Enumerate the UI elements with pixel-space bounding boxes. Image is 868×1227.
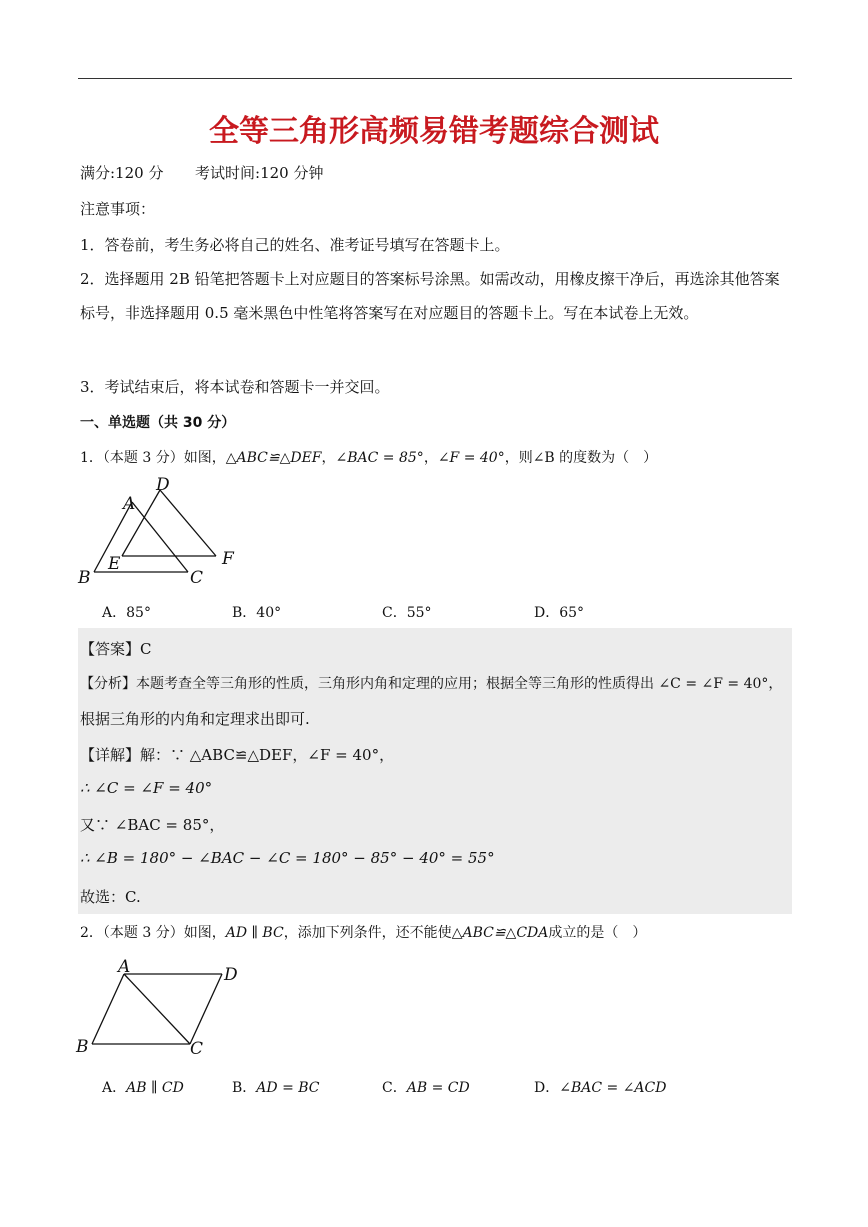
q2-option-d[interactable]: D．∠BAC = ∠ACD <box>534 1080 667 1096</box>
q2-label-d: D <box>224 965 238 985</box>
q1-angle-bac: ∠BAC = 85° <box>335 450 424 466</box>
exam-meta <box>80 162 323 183</box>
full-score: 满分:120 分 <box>80 164 164 182</box>
q1-option-c[interactable]: C．55° <box>382 605 432 621</box>
section-heading: 一、单选题（共 30 分） <box>80 415 236 431</box>
q1-label-c: C <box>190 568 204 588</box>
note-item-3: 3．考试结束后，将本试卷和答题卡一并交回。 <box>80 378 390 396</box>
q1-label-a: A <box>123 494 136 514</box>
q2-option-a[interactable]: A．AB ∥ CD <box>102 1080 184 1096</box>
q1-analysis-line-2: 根据三角形的内角和定理求出即可. <box>80 710 310 728</box>
q1-detail-line-5: 故选：C. <box>80 888 141 906</box>
question-2-stem: 2．（本题 3 分）如图，AD ∥ BC，添加下列条件，还不能使△ABC≌△CDA成立的是（ ） <box>80 925 647 941</box>
question-2-figure <box>72 956 252 1060</box>
q1-analysis-line-1: 【分析】本题考查全等三角形的性质，三角形内角和定理的应用；根据全等三角形的性质得出 ∠C = ∠F = 40°， <box>80 676 783 692</box>
note-item-1: 1．答卷前，考生务必将自己的姓名、准考证号填写在答题卡上。 <box>80 236 510 254</box>
q1-answer: 【答案】C <box>80 640 152 658</box>
q1-option-b[interactable]: B．40° <box>232 605 282 621</box>
page-title: 全等三角形高频易错考题综合测试 <box>209 114 659 149</box>
q2-label-a: A <box>118 957 131 977</box>
q1-option-d[interactable]: D．65° <box>534 605 585 621</box>
q2-option-b[interactable]: B．AD = BC <box>232 1080 320 1096</box>
question-1-figure <box>70 472 250 590</box>
q1-label-f: F <box>222 549 234 569</box>
q1-label-d: D <box>156 475 170 495</box>
notes-heading: 注意事项： <box>80 200 156 218</box>
q2-label-c: C <box>190 1039 204 1059</box>
q1-detail-line-1: 【详解】解：∵ △ABC≌△DEF，∠F = 40°， <box>80 746 395 764</box>
q2-option-c[interactable]: C．AB = CD <box>382 1080 470 1096</box>
q1-detail-line-4: ∴ ∠B = 180° − ∠BAC − ∠C = 180° − 85° − 40° = 55° <box>80 849 495 867</box>
answer-explanation-box <box>78 628 792 914</box>
q1-option-a[interactable]: A．85° <box>102 605 151 621</box>
q1-label-b: B <box>78 568 91 588</box>
q1-angle-f: ∠F = 40° <box>437 450 505 466</box>
q1-detail-line-2: ∴ ∠C = ∠F = 40° <box>80 779 213 797</box>
q2-congruence: △ABC≌△CDA <box>451 925 549 941</box>
question-1-stem: 1．（本题 3 分）如图，△ABC≌△DEF，∠BAC = 85°，∠F = 40°，则∠B 的度数为（ ） <box>80 450 658 466</box>
q2-given: AD ∥ BC <box>225 925 284 941</box>
q1-detail-line-3: 又∵ ∠BAC = 85°， <box>80 816 225 834</box>
exam-time: 考试时间:120 分钟 <box>195 164 324 182</box>
note-item-2: 2．选择题用 2B 铅笔把答题卡上对应题目的答案标号涂黑。如需改动，用橡皮擦干净后，再选涂其他答案标号，非选择题用 0.5 毫米黑色中性笔将答案写在对应题目的答题卡上。写在本试卷上无效。 <box>80 270 780 322</box>
q1-label-e: E <box>108 554 121 574</box>
q1-congruence: △ABC≌△DEF <box>225 450 322 466</box>
header-rule <box>78 78 792 79</box>
q2-label-b: B <box>76 1037 89 1057</box>
